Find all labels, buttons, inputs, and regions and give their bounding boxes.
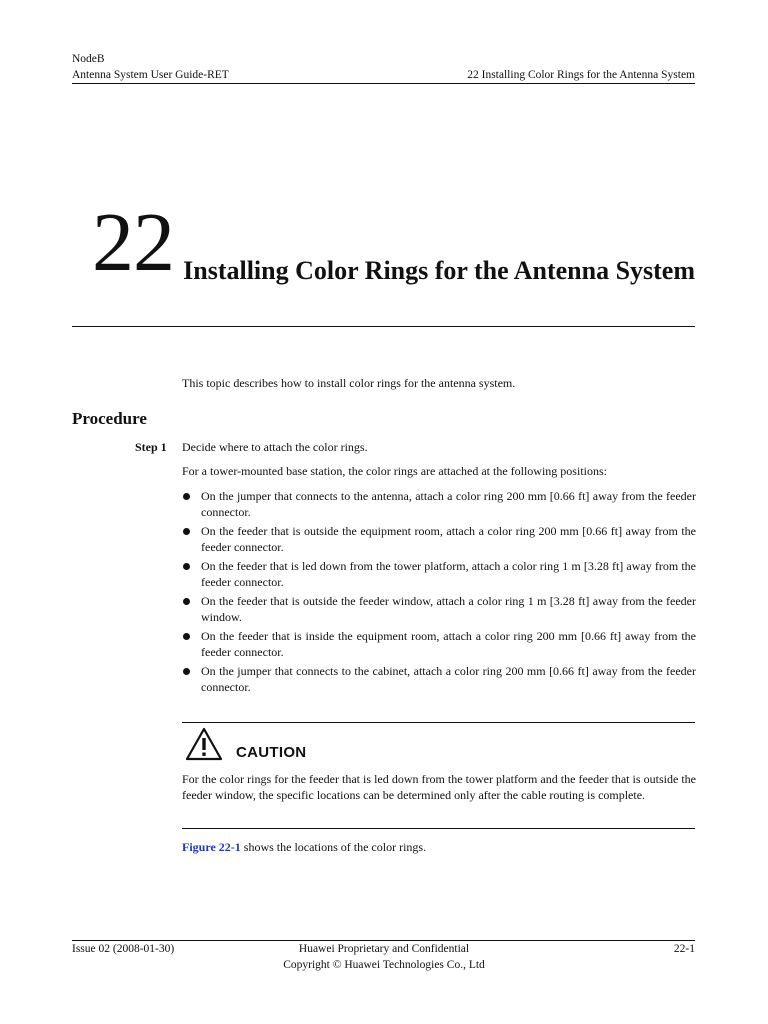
bullet-icon (183, 528, 190, 535)
bullet-icon (183, 563, 190, 570)
bullet-icon (183, 633, 190, 640)
list-item: On the feeder that is led down from the tower platform, attach a color ring 1 m [3.28 ft] away from the feeder connector. (182, 559, 696, 590)
header-divider (72, 83, 695, 84)
list-item: On the jumper that connects to the antenna, attach a color ring 200 mm [0.66 ft] away from the feeder connector. (182, 489, 696, 520)
document-title: Antenna System User Guide-RET (72, 69, 229, 81)
list-item: On the jumper that connects to the cabinet, attach a color ring 200 mm [0.66 ft] away from the feeder connector. (182, 664, 696, 695)
chapter-title: Installing Color Rings for the Antenna System (183, 256, 695, 285)
footer-center (0, 941, 768, 973)
intro-paragraph: This topic describes how to install color rings for the antenna system. (182, 376, 516, 390)
footer-copyright: Copyright © Huawei Technologies Co., Ltd (283, 959, 485, 971)
bullet-icon (183, 493, 190, 500)
figure-reference-text: shows the locations of the color rings. (240, 840, 427, 854)
bullet-icon (183, 598, 190, 605)
caution-top-rule (182, 722, 695, 723)
procedure-heading: Procedure (72, 409, 147, 428)
running-header-chapter: 22 Installing Color Rings for the Antenna System (467, 69, 695, 81)
footer-confidential: Huawei Proprietary and Confidential (298, 943, 470, 955)
page-number: 22-1 (673, 943, 695, 955)
caution-bottom-rule (182, 828, 695, 829)
position-list (182, 489, 696, 699)
list-item: On the feeder that is outside the feeder window, attach a color ring 1 m [3.28 ft] away from the feeder window. (182, 594, 696, 625)
step-label: Step 1 (135, 440, 167, 454)
list-item: On the feeder that is outside the equipment room, attach a color ring 200 mm [0.66 ft] away from the feeder connector. (182, 524, 696, 555)
list-item: On the feeder that is inside the equipment room, attach a color ring 200 mm [0.66 ft] away from the feeder connector. (182, 629, 696, 660)
caution-label: CAUTION (236, 744, 307, 761)
chapter-number: 22 (92, 196, 174, 289)
bullet-icon (183, 668, 190, 675)
step-context: For a tower-mounted base station, the color rings are attached at the following positions: (182, 464, 607, 478)
caution-text: For the color rings for the feeder that is led down from the tower platform and the feeder that is outside the feeder window, the specific locations can be determined only after the cable routing is complete. (182, 772, 696, 802)
warning-triangle-icon (184, 726, 224, 762)
step-text: Decide where to attach the color rings. (182, 440, 368, 454)
chapter-divider (72, 326, 695, 327)
figure-reference (182, 839, 426, 855)
figure-link[interactable]: Figure 22-1 (182, 840, 241, 854)
footer-issue: Issue 02 (2008-01-30) (72, 943, 175, 955)
product-name: NodeB (72, 53, 105, 65)
running-header-left (72, 51, 229, 83)
